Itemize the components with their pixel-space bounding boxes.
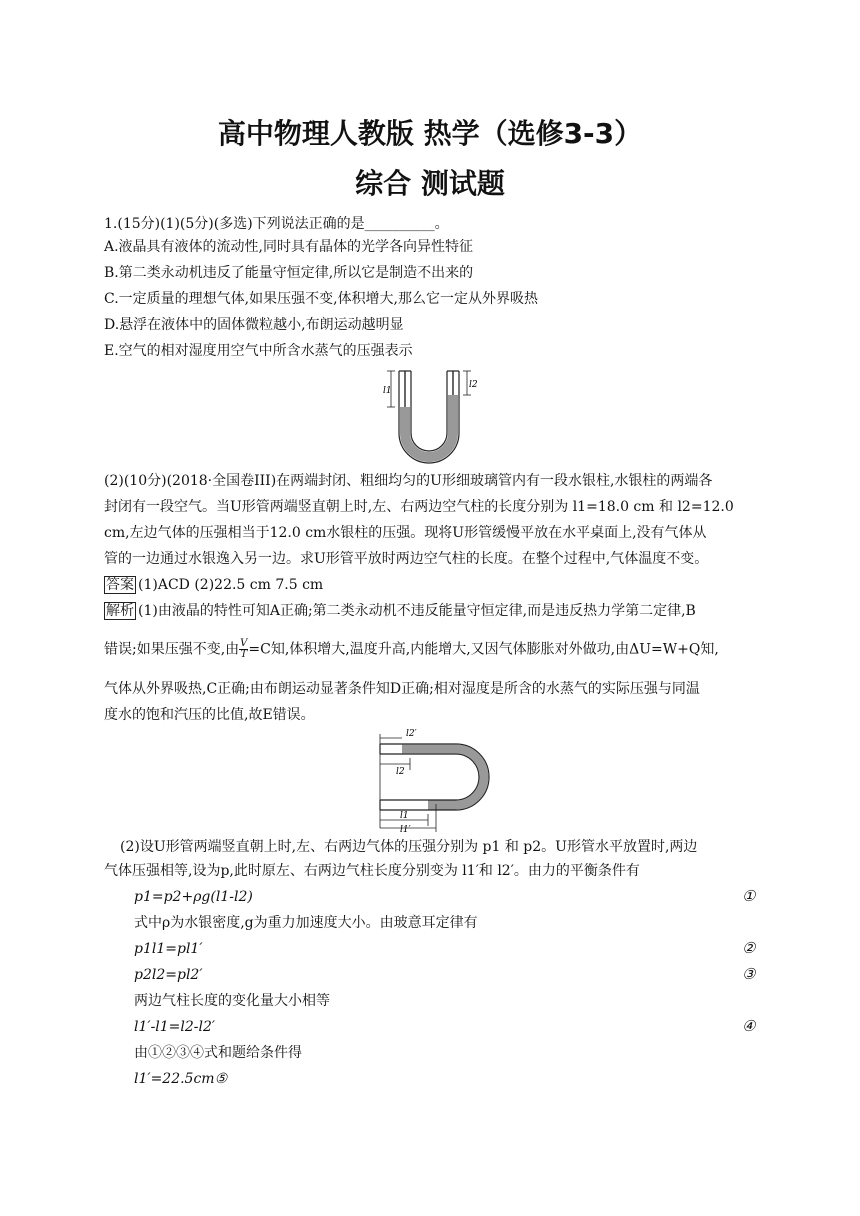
part2-line-2: 封闭有一段空气。当U形管两端竖直朝上时,左、右两边空气柱的长度分别为 l1=18.0 cm 和 l2=12.0 bbox=[104, 499, 734, 515]
equation-3: p2l2=pl2′ bbox=[134, 967, 203, 983]
fig2-l2p-label: l2′ bbox=[406, 729, 417, 739]
equation-5: l1′=22.5cm⑤ bbox=[134, 1071, 228, 1087]
equation-4: l1′-l1=l2-l2′ bbox=[134, 1019, 216, 1035]
fig2-l1-label: l1 bbox=[400, 811, 409, 821]
u-tube-horizontal-figure bbox=[370, 728, 490, 833]
analysis-text-b: 两边气柱长度的变化量大小相等 bbox=[134, 993, 330, 1009]
equation-3-number: ③ bbox=[742, 965, 756, 983]
option-e: E.空气的相对湿度用空气中所含水蒸气的压强表示 bbox=[104, 343, 413, 359]
u-tube-vertical-figure bbox=[375, 363, 485, 473]
fig1-l1-label: l1 bbox=[383, 386, 392, 396]
analysis-p2-line-2: 气体压强相等,设为p,此时原左、右两边气柱长度分别变为 l1′和 l2′。由力的平衡条件有 bbox=[104, 863, 640, 879]
equation-2: p1l1=pl1′ bbox=[134, 941, 203, 957]
part2-line-1: (2)(10分)(2018·全国卷III)在两端封闭、粗细均匀的U形细玻璃管内有一段水银柱,水银柱的两端各 bbox=[104, 473, 713, 489]
answer-text: (1)ACD (2)22.5 cm 7.5 cm bbox=[138, 577, 324, 593]
analysis-line-4: 度水的饱和汽压的比值,故E错误。 bbox=[104, 707, 315, 723]
fig2-l1p-label: l1′ bbox=[400, 825, 411, 833]
equation-1-number: ① bbox=[742, 887, 756, 905]
fig2-l2-label: l2 bbox=[396, 767, 405, 777]
analysis-line-3: 气体从外界吸热,C正确;由布朗运动显著条件知D正确;相对湿度是所含的水蒸气的实际压强与同温 bbox=[104, 681, 700, 697]
analysis-line-2 bbox=[104, 639, 719, 660]
page-subtitle: 综合 测试题 bbox=[355, 167, 505, 200]
option-d: D.悬浮在液体中的固体微粒越小,布朗运动越明显 bbox=[104, 317, 404, 333]
analysis-text-2a: 错误;如果压强不变,由 bbox=[104, 641, 240, 658]
answer-row bbox=[104, 575, 323, 595]
analysis-p2-line-1: (2)设U形管两端竖直朝上时,左、右两边气体的压强分别为 p1 和 p2。U形管水平放置时,两边 bbox=[120, 839, 698, 855]
answer-tag: 答案 bbox=[106, 577, 134, 593]
analysis-line-1 bbox=[104, 601, 696, 621]
fig1-l2-label: l2 bbox=[469, 380, 478, 390]
analysis-text-2b: =C知,体积增大,温度升高,内能增大,又因气体膨胀对外做功,由ΔU=W+Q知, bbox=[248, 641, 719, 658]
part2-line-3: cm,左边气体的压强相当于12.0 cm水银柱的压强。现将U形管缓慢平放在水平桌面上,没有气体从 bbox=[104, 525, 707, 541]
analysis-text-c: 由①②③④式和题给条件得 bbox=[134, 1045, 302, 1061]
equation-4-number: ④ bbox=[742, 1017, 756, 1035]
analysis-text-a: 式中ρ为水银密度,g为重力加速度大小。由玻意耳定律有 bbox=[134, 915, 478, 931]
option-b: B.第二类永动机违反了能量守恒定律,所以它是制造不出来的 bbox=[104, 265, 474, 281]
option-c: C.一定质量的理想气体,如果压强不变,体积增大,那么它一定从外界吸热 bbox=[104, 291, 539, 307]
equation-2-number: ② bbox=[742, 939, 756, 957]
analysis-text-1: (1)由液晶的特性可知A正确;第二类永动机不违反能量守恒定律,而是违反热力学第二定律,B bbox=[138, 603, 696, 619]
part2-line-4: 管的一边通过水银逸入另一边。求U形管平放时两边空气柱的长度。在整个过程中,气体温度不变。 bbox=[104, 551, 709, 567]
equation-1: p1=p2+ρg(l1-l2) bbox=[134, 889, 253, 905]
question-stem: 1.(15分)(1)(5分)(多选)下列说法正确的是__________。 bbox=[104, 216, 449, 232]
v-over-t-fraction: $\frac{V}{T}$ bbox=[240, 638, 248, 660]
analysis-tag: 解析 bbox=[106, 603, 134, 619]
option-a: A.液晶具有液体的流动性,同时具有晶体的光学各向异性特征 bbox=[104, 239, 474, 255]
page-title: 高中物理人教版 热学（选修3-3） bbox=[217, 117, 643, 150]
